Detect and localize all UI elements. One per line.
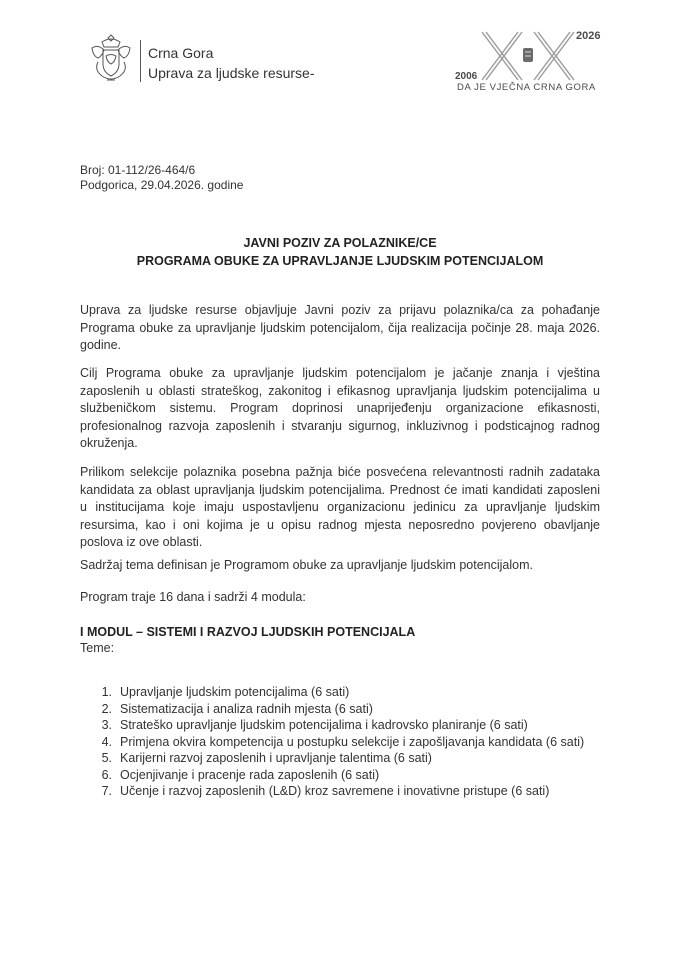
topic-number: 3. [101,718,112,732]
topic-number: 7. [101,784,112,798]
topic-number: 2. [101,701,112,716]
topics-list [80,684,620,800]
topic-number: 1. [101,685,112,699]
title-line-2: PROGRAMA OBUKE ZA UPRAVLJANJE LJUDSKIM POTENCIJALOM [136,254,544,268]
list-item [80,684,620,701]
coat-of-arms-icon [88,32,134,84]
anniversary-slogan: DA JE VJEČNA CRNA GORA [457,82,596,93]
list-item [80,701,620,718]
paragraph-goal: Cilj Programa obuke za upravljanje ljudskim potencijalom je jačanje znanja i vještina zaposlenih u oblasti strateškog, zakonitog i efikasnog upravljanja ljudskim potencijalima u službeničkom sistemu. Program doprinosi unaprijeđenju organizacione efikasnosti, profesionalnog razvoja zaposlenih i stvaranju sigurnog, inkluzivnog i podsticajnog radnog okruženja. [80,366,600,450]
list-item [80,717,620,734]
topic-text: Karijerni razvoj zaposlenih i upravljanje talentima (6 sati) [120,751,432,765]
topic-number: 6. [101,767,112,782]
header-divider [140,40,141,82]
anniversary-year-start: 2006 [455,71,478,82]
anniversary-year-end: 2026 [576,30,601,42]
list-item [80,783,620,800]
topic-text: Ocjenjivanje i pracenje rada zaposlenih (6 sati) [120,767,380,782]
topic-text: Učenje i razvoj zaposlenih (L&D) kroz savremene i inovativne pristupe (6 sati) [120,784,550,798]
topic-text: Primjena okvira kompetencija u postupku selekcije i zapošljavanja kandidata (6 sati) [120,734,585,749]
paragraph-intro: Uprava za ljudske resurse objavljuje Javni poziv za prijavu polaznika/ca za pohađanje Programa obuke za upravljanje ljudskim potencijalom, čija realizacija počinje 28. maja 2026. godine. [80,303,600,352]
org-name: Crna Gora [148,45,214,61]
topic-number: 4. [101,734,112,749]
topics-label: Teme: [80,641,115,655]
paragraph-selection: Prilikom selekcije polaznika posebna pažnja biće posvećena relevantnosti radnih zadataka kandidata za oblast upravljanja ljudskim potencijalima. Prednost će imati kandidati zaposleni u institucijama koje imaju uspostavljenu organizacionu jedinicu za upravljanje ljudskim resursima, kao i oni kojima je u opisu radnog mjesta neposredno povjereno obavljanje poslova iz ove oblasti. [80,465,600,549]
topic-text: Upravljanje ljudskim potencijalima (6 sati) [120,685,350,699]
module-heading: I MODUL – SISTEMI I RAZVOJ LJUDSKIH POTENCIJALA [80,625,416,639]
list-item [80,734,620,751]
paragraph-content: Sadržaj tema definisan je Programom obuke za upravljanje ljudskim potencijalom. [80,558,534,572]
list-item [80,750,620,767]
org-department: Uprava za ljudske resurse- [148,65,315,81]
title-line-1: JAVNI POZIV ZA POLAZNIKE/CE [243,236,437,250]
paragraph-duration: Program traje 16 dana i sadrži 4 modula: [80,590,306,604]
topic-text: Strateško upravljanje ljudskim potencijalima i kadrovsko planiranje (6 sati) [120,718,528,732]
topic-text: Sistematizacija i analiza radnih mjesta (6 sati) [120,701,373,716]
reference-number: Broj: 01-112/26-464/6 [80,163,196,177]
place-date: Podgorica, 29.04.2026. godine [80,178,244,192]
list-item [80,767,620,784]
topic-number: 5. [101,751,112,765]
